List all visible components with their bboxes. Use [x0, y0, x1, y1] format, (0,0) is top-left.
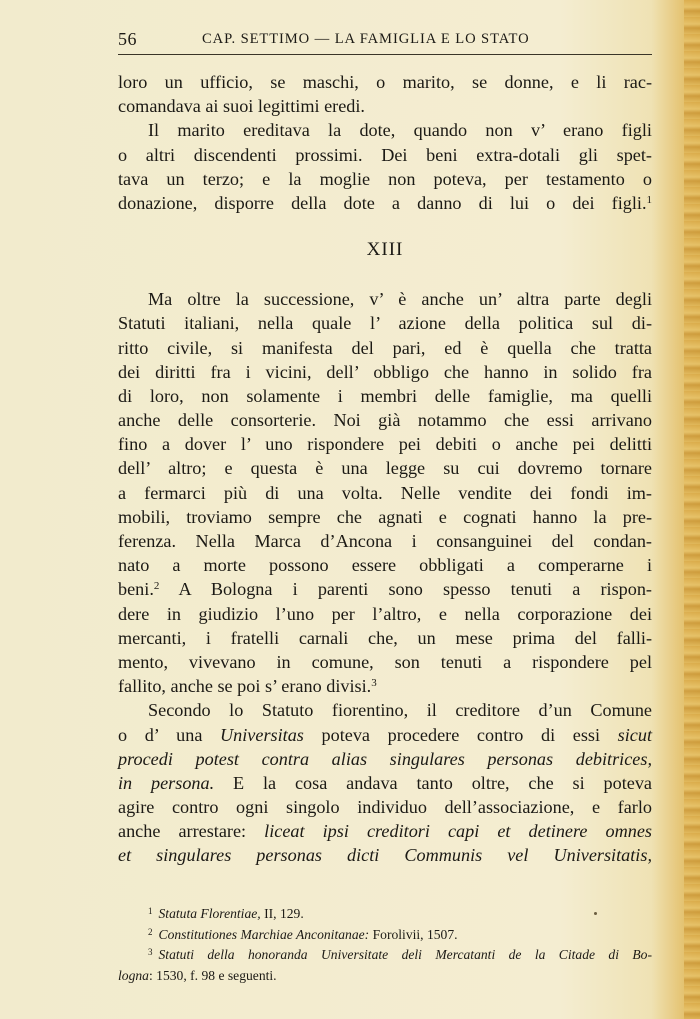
footnote-continuation [118, 966, 652, 987]
footnote-text: : 1530, f. 98 e seguenti. [148, 967, 277, 983]
text-span: donazione, disporre della dote a danno di lui o dei figli. [118, 192, 647, 213]
footnote [118, 945, 652, 966]
text-line: mercanti, i fratelli carnali che, un mese prima del falli- [118, 627, 652, 648]
text-line [118, 819, 652, 843]
text-span: beni. [118, 579, 154, 600]
text-line: dei diritti fra i vicini, dell’ obbligo che hanno in solido fra [118, 361, 652, 382]
footnote-text: Forolivii, 1507. [369, 926, 458, 942]
text-span: poteva procedere contro di essi [303, 724, 618, 745]
text-span: fallito, anche se poi s’ erano divisi. [118, 676, 372, 697]
text-line: mobili, troviamo sempre che agnati e cognati hanno la pre- [118, 506, 652, 527]
text-line: ritto civile, si manifesta del pari, ed è quella che tratta [118, 337, 652, 358]
text-line: tava un terzo; e la moglie non poteva, per testamento o [118, 168, 652, 189]
italic-text: liceat ipsi creditori capi et detinere omnes [264, 821, 652, 842]
footnote-ref: 3 [371, 677, 377, 690]
text-line: dell’ altro; e questa è una legge su cui dovremo tornare [118, 458, 652, 479]
footnotes [118, 904, 652, 986]
text-line: Statuti italiani, nella quale l’ azione della politica sul di- [118, 313, 652, 334]
running-title: CAP. SETTIMO — LA FAMIGLIA E LO STATO [202, 31, 530, 47]
section-heading: XIII [366, 239, 404, 261]
footnote-mark: 1 [148, 906, 153, 916]
footnote-ref: 1 [646, 193, 652, 206]
italic-text: Universitas [220, 724, 304, 745]
text-line [118, 723, 652, 747]
text-line: mento, vivevano in comune, son tenuti a rispondere pel [118, 651, 652, 672]
text-span: A Bologna i parenti sono spesso tenuti a rispon- [178, 579, 652, 600]
italic-text: et singulares personas dicti Communis vel Universitatis, [118, 845, 652, 866]
text-line: o altri discendenti prossimi. Dei beni extra-dotali gli spet- [118, 144, 652, 165]
footnote-text: II, 129. [260, 906, 304, 921]
page-number: 56 [118, 29, 137, 49]
text-line [118, 191, 652, 215]
text-line: Ma oltre la successione, v’ è anche un’ altra parte degli [148, 289, 652, 310]
text-line: Il marito ereditava la dote, quando non v’ erano figli [148, 120, 652, 141]
text-span: anche arrestare: [118, 821, 265, 842]
text-span: o d’ una [118, 724, 221, 745]
text-line: Secondo lo Statuto fiorentino, il creditore d’un Comune [148, 700, 652, 721]
text-line: a fermarci più di una volta. Nelle vendite dei fondi im- [118, 482, 652, 503]
text-line [118, 747, 652, 771]
page-edge-shadow [684, 0, 700, 1019]
text-line [118, 577, 652, 601]
text-line: ferenza. Nella Marca d’Ancona i consanguinei del condan- [118, 531, 652, 551]
italic-text: in persona. [118, 772, 215, 793]
text-line: dere in giudizio l’uno per l’altro, e nella corporazione dei [118, 603, 652, 624]
text-line [118, 843, 652, 867]
footnote-italic: logna [118, 967, 149, 983]
footnote [118, 904, 652, 925]
text-line: agire contro ogni singolo individuo dell’associazione, e farlo [118, 797, 652, 818]
text-line: fino a dover l’ uno rispondere pei debiti o anche pei delitti [118, 434, 652, 455]
page-header [118, 26, 652, 55]
footnote-italic: Statuti della honoranda Universitate deli Mercatanti de la Citade di Bo- [158, 947, 652, 962]
text-line: anche delle consorterie. Noi già notammo che essi arrivano [118, 410, 652, 431]
footnote-mark: 2 [148, 926, 153, 937]
italic-text: sicut [617, 724, 653, 745]
text-line: nato a morte possono essere obbligati a comperarne i [118, 555, 652, 576]
footnote [118, 925, 652, 946]
text-line: loro un ufficio, se maschi, o marito, se donne, e li rac- [118, 72, 652, 92]
text-line: di loro, non solamente i membri delle famiglie, ma quelli [118, 385, 652, 406]
text-line: comandava ai suoi legittimi eredi. [118, 96, 365, 117]
body-text [118, 70, 652, 868]
footnote-italic: Statuta Florentiae, [158, 906, 261, 921]
footnote-mark: 3 [148, 947, 153, 957]
footnote-ref: 2 [153, 580, 160, 593]
text-span: E la cosa andava tanto oltre, che si poteva [214, 772, 652, 793]
text-line [118, 771, 652, 795]
text-line [118, 674, 652, 698]
italic-text: procedi potest contra alias singulares personas debitrices, [118, 748, 652, 769]
footnote-italic: Constitutiones Marchiae Anconitanae: [158, 926, 370, 942]
